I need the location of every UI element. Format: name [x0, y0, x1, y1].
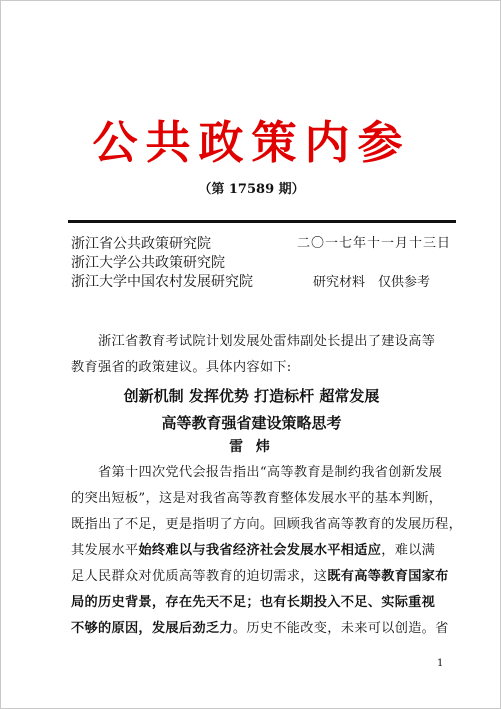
- intro-line-2: 教育强省的政策建议。具体内容如下:: [71, 360, 292, 375]
- institution-3: 浙江大学中国农村发展研究院: [71, 274, 253, 290]
- emphasized-text: 不够的原因，发展后劲乏力: [71, 621, 233, 636]
- reference-note: 研究材料 仅供参考: [313, 275, 431, 290]
- header-divider: [68, 220, 456, 223]
- emphasized-text: 始终难以与我省经济社会发展水平相适应: [138, 543, 382, 558]
- body-text: 其发展水平: [71, 543, 139, 558]
- body-text: ，难以满: [381, 543, 436, 558]
- body-line-3: 既指出了不足，更是指明了方向。回顾我省高等教育的发展历程，: [71, 517, 463, 532]
- publication-date: 二〇一七年十一月十三日: [297, 236, 452, 251]
- body-line-1: 省第十四次党代会报告指出“高等教育是制约我省创新发展: [98, 465, 443, 480]
- institution-1: 浙江省公共政策研究院: [71, 236, 211, 252]
- body-text: 。历史不能改变，未来可以创造。省: [232, 621, 449, 636]
- article-title-line-2: 高等教育强省建设策略思考: [161, 414, 342, 432]
- body-line-5: [71, 567, 449, 587]
- article-author: 雷 炜: [229, 439, 274, 455]
- body-text: 足人民群众对优质高等教育的迫切需求，这: [71, 569, 328, 584]
- institution-2: 浙江大学公共政策研究院: [71, 255, 225, 271]
- body-line-2: 的突出短板”，这是对我省高等教育整体发展水平的基本判断，: [71, 491, 443, 506]
- issue-number: （第 17589 期）: [198, 182, 305, 197]
- body-line-4: [71, 541, 435, 561]
- article-title-line-1: 创新机制 发挥优势 打造标杆 超常发展: [123, 387, 380, 405]
- body-line-7: [71, 619, 449, 639]
- body-line-6: 局的历史背景，存在先天不足；也有长期投入不足、实际重视: [71, 595, 436, 610]
- intro-line-1: 浙江省教育考试院计划发展处雷炜副处长提出了建设高等: [98, 334, 436, 349]
- emphasized-text: 既有高等教育国家布: [327, 569, 449, 584]
- masthead-title: 公共政策内参: [92, 116, 411, 169]
- page-number: 1: [437, 658, 444, 669]
